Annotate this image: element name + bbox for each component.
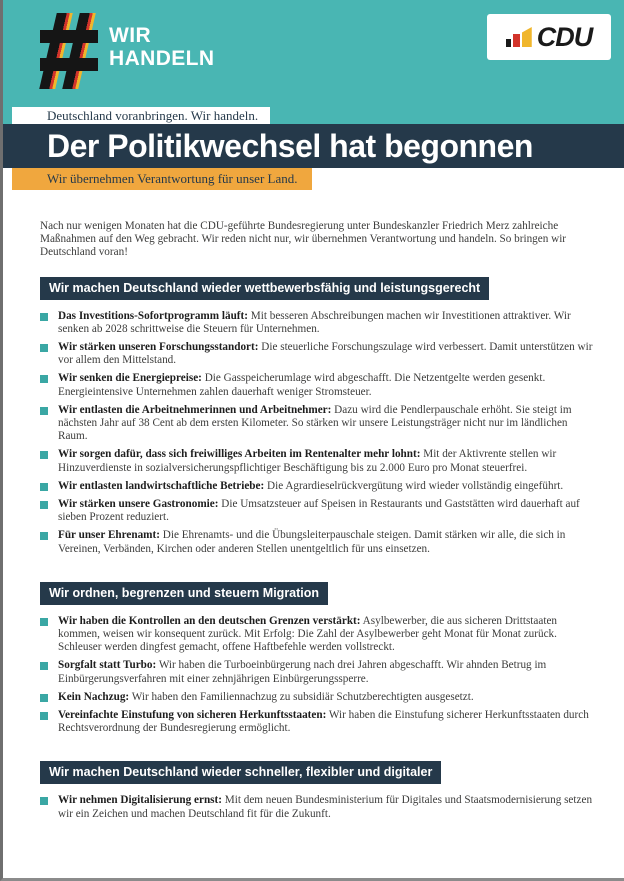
item-body: Die Umsatzsteuer auf Speisen in Restaurants und Gaststätten wird dauerhaft auf sieben Prozent reduziert. — [58, 498, 580, 524]
wordmark-line2: HANDELN — [109, 47, 215, 70]
bullet-square-icon — [40, 662, 48, 670]
item-lead: Wir entlasten landwirtschaftliche Betriebe: — [58, 479, 265, 492]
cdu-wordmark: CDU — [536, 21, 593, 52]
policy-section — [40, 277, 598, 556]
item-text — [58, 498, 598, 524]
item-body: Mit der Aktivrente stellen wir Hinzuverdienste in sozialversicherungspflichtiger Beschäftigung bis zu 2.000 Euro pro Monat steuerfrei. — [58, 448, 557, 474]
item-text — [58, 529, 598, 555]
item-lead: Vereinfachte Einstufung von sicheren Herkunftsstaaten: — [58, 709, 327, 722]
item-text — [58, 659, 598, 685]
item-lead: Wir stärken unsere Gastronomie: — [58, 498, 219, 511]
wordmark-line1: WIR — [109, 24, 152, 47]
item-text — [58, 341, 598, 367]
item-lead: Wir nehmen Digitalisierung ernst: — [58, 794, 222, 807]
cdu-chart-icon — [506, 27, 532, 47]
list-item — [40, 404, 598, 444]
bullet-square-icon — [40, 483, 48, 491]
item-text — [58, 372, 598, 398]
item-lead: Sorgfalt statt Turbo: — [58, 659, 157, 672]
list-item — [40, 341, 598, 367]
list-item — [40, 709, 598, 735]
bullet-square-icon — [40, 618, 48, 626]
item-body: Wir haben die Turboeinbürgerung nach drei Jahren abgeschafft. Wir ahnden Betrug im Einbürgerungsverfahren mit einer zehnjährigen Einbürgerungssperre. — [58, 659, 547, 685]
list-item — [40, 659, 598, 685]
item-text — [58, 404, 598, 444]
section-items — [40, 310, 598, 556]
hashtag-bar — [40, 58, 98, 71]
item-body: Wir haben den Familiennachzug zu subsidiär Schutzberechtigten ausgesetzt. — [129, 690, 474, 703]
item-text — [58, 480, 563, 493]
cdu-logo — [487, 14, 611, 60]
item-text — [58, 794, 598, 820]
policy-section — [40, 761, 598, 820]
section-items — [40, 615, 598, 736]
section-title: Wir machen Deutschland wieder wettbewerbsfähig und leistungsgerecht — [40, 277, 489, 300]
item-lead: Wir sorgen dafür, dass sich freiwilliges Arbeiten im Rentenalter mehr lohnt: — [58, 448, 421, 461]
list-item — [40, 310, 598, 336]
list-item — [40, 529, 598, 555]
subline-row — [3, 168, 624, 190]
section-title: Wir ordnen, begrenzen und steuern Migration — [40, 582, 328, 605]
flyer-body — [3, 220, 624, 821]
bullet-square-icon — [40, 532, 48, 540]
list-item — [40, 691, 598, 704]
bullet-square-icon — [40, 694, 48, 702]
item-lead: Kein Nachzug: — [58, 690, 130, 703]
item-lead: Wir haben die Kontrollen an den deutschen Grenzen verstärkt: — [58, 614, 361, 627]
item-body: Die Ehrenamts- und die Übungsleiterpauschale steigen. Damit stärken wir alle, die sich in Vereinen, Verbänden, Kirchen oder anderen Stellen unentgeltlich für uns einsetzen. — [58, 529, 566, 555]
campaign-wordmark — [109, 24, 214, 70]
item-body: Mit besseren Abschreibungen machen wir Investitionen attraktiver. Wir senken ab 2028 schrittweise die Steuern für Unternehmen. — [58, 309, 571, 335]
item-body: Dazu wird die Pendlerpauschale erhöht. Sie steigt im nächsten Jahr auf 38 Cent ab dem ersten Kilometer. So stärken wir unsere Leistungsträger nicht nur im ländlichen Raum. — [58, 403, 572, 443]
bullet-square-icon — [40, 797, 48, 805]
headline-bar — [3, 124, 624, 168]
section-items — [40, 794, 598, 820]
item-body: Wir haben die Einstufung sicherer Herkunftsstaaten durch Rechtsverordnung der Bundesregierung ermöglicht. — [58, 709, 589, 735]
item-text — [58, 709, 598, 735]
list-item — [40, 498, 598, 524]
list-item — [40, 448, 598, 474]
subline-text: Wir übernehmen Verantwortung für unser Land. — [12, 168, 312, 190]
bullet-square-icon — [40, 712, 48, 720]
item-text — [58, 691, 474, 704]
item-body: Die Gasspeicherumlage wird abgeschafft. Die Netzentgelte werden gesenkt. Energieintensive Unternehmen zahlen dauerhaft weniger Stromsteuer. — [58, 372, 546, 398]
chart-bar-gold — [522, 27, 532, 47]
item-body: Die steuerliche Forschungszulage wird verbessert. Damit unterstützen wir vor allem den Mittelstand. — [58, 341, 593, 367]
section-title: Wir machen Deutschland wieder schneller, flexibler und digitaler — [40, 761, 441, 784]
item-body: Die Agrardieselrückvergütung wird wieder vollständig eingeführt. — [264, 479, 564, 492]
bullet-square-icon — [40, 344, 48, 352]
bullet-square-icon — [40, 407, 48, 415]
bullet-square-icon — [40, 313, 48, 321]
bullet-square-icon — [40, 451, 48, 459]
list-item — [40, 372, 598, 398]
item-lead: Das Investitions-Sofortprogramm läuft: — [58, 309, 248, 322]
item-text — [58, 448, 598, 474]
page-title: Der Politikwechsel hat begonnen — [47, 127, 533, 164]
item-lead: Wir entlasten die Arbeitnehmerinnen und Arbeitnehmer: — [58, 403, 332, 416]
item-text — [58, 615, 598, 655]
chart-bar-black — [506, 39, 511, 47]
hashtag-bar — [40, 30, 98, 43]
intro-paragraph: Nach nur wenigen Monaten hat die CDU-geführte Bundesregierung unter Bundeskanzler Friedrich Merz zahlreiche Maßnahmen auf den Weg gebracht. Wir reden nicht nur, wir übernehmen Verantwortung und handeln. So bringen wir Deutschland voran! — [40, 220, 567, 259]
item-lead: Wir stärken unseren Forschungsstandort: — [58, 341, 259, 354]
item-lead: Für unser Ehrenamt: — [58, 529, 160, 542]
list-item — [40, 480, 598, 493]
bullet-square-icon — [40, 375, 48, 383]
item-body: Mit dem neuen Bundesministerium für Digitales und Staatsmodernisierung setzen wir ein Zeichen und machen Deutschland fit für die Zukunft. — [58, 794, 593, 820]
chart-bar-red — [513, 34, 520, 47]
list-item — [40, 615, 598, 655]
item-text — [58, 310, 598, 336]
kicker-text: Deutschland voranbringen. Wir handeln. — [12, 107, 270, 124]
list-item — [40, 794, 598, 820]
item-lead: Wir senken die Energiepreise: — [58, 372, 202, 385]
masthead — [3, 0, 624, 107]
sections-container — [40, 277, 598, 821]
hashtag-icon — [44, 13, 96, 89]
item-body: Asylbewerber, die aus sicheren Drittstaaten kommen, weisen wir konsequent zurück. Mit Erfolg: Die Zahl der Asylbewerber geht Monat für Monat zurück. Schleuser werden dingfest gemacht, offene Haftbefehle werden vollstreckt. — [58, 614, 558, 654]
policy-section — [40, 582, 598, 736]
bullet-square-icon — [40, 501, 48, 509]
kicker-row — [3, 107, 624, 124]
